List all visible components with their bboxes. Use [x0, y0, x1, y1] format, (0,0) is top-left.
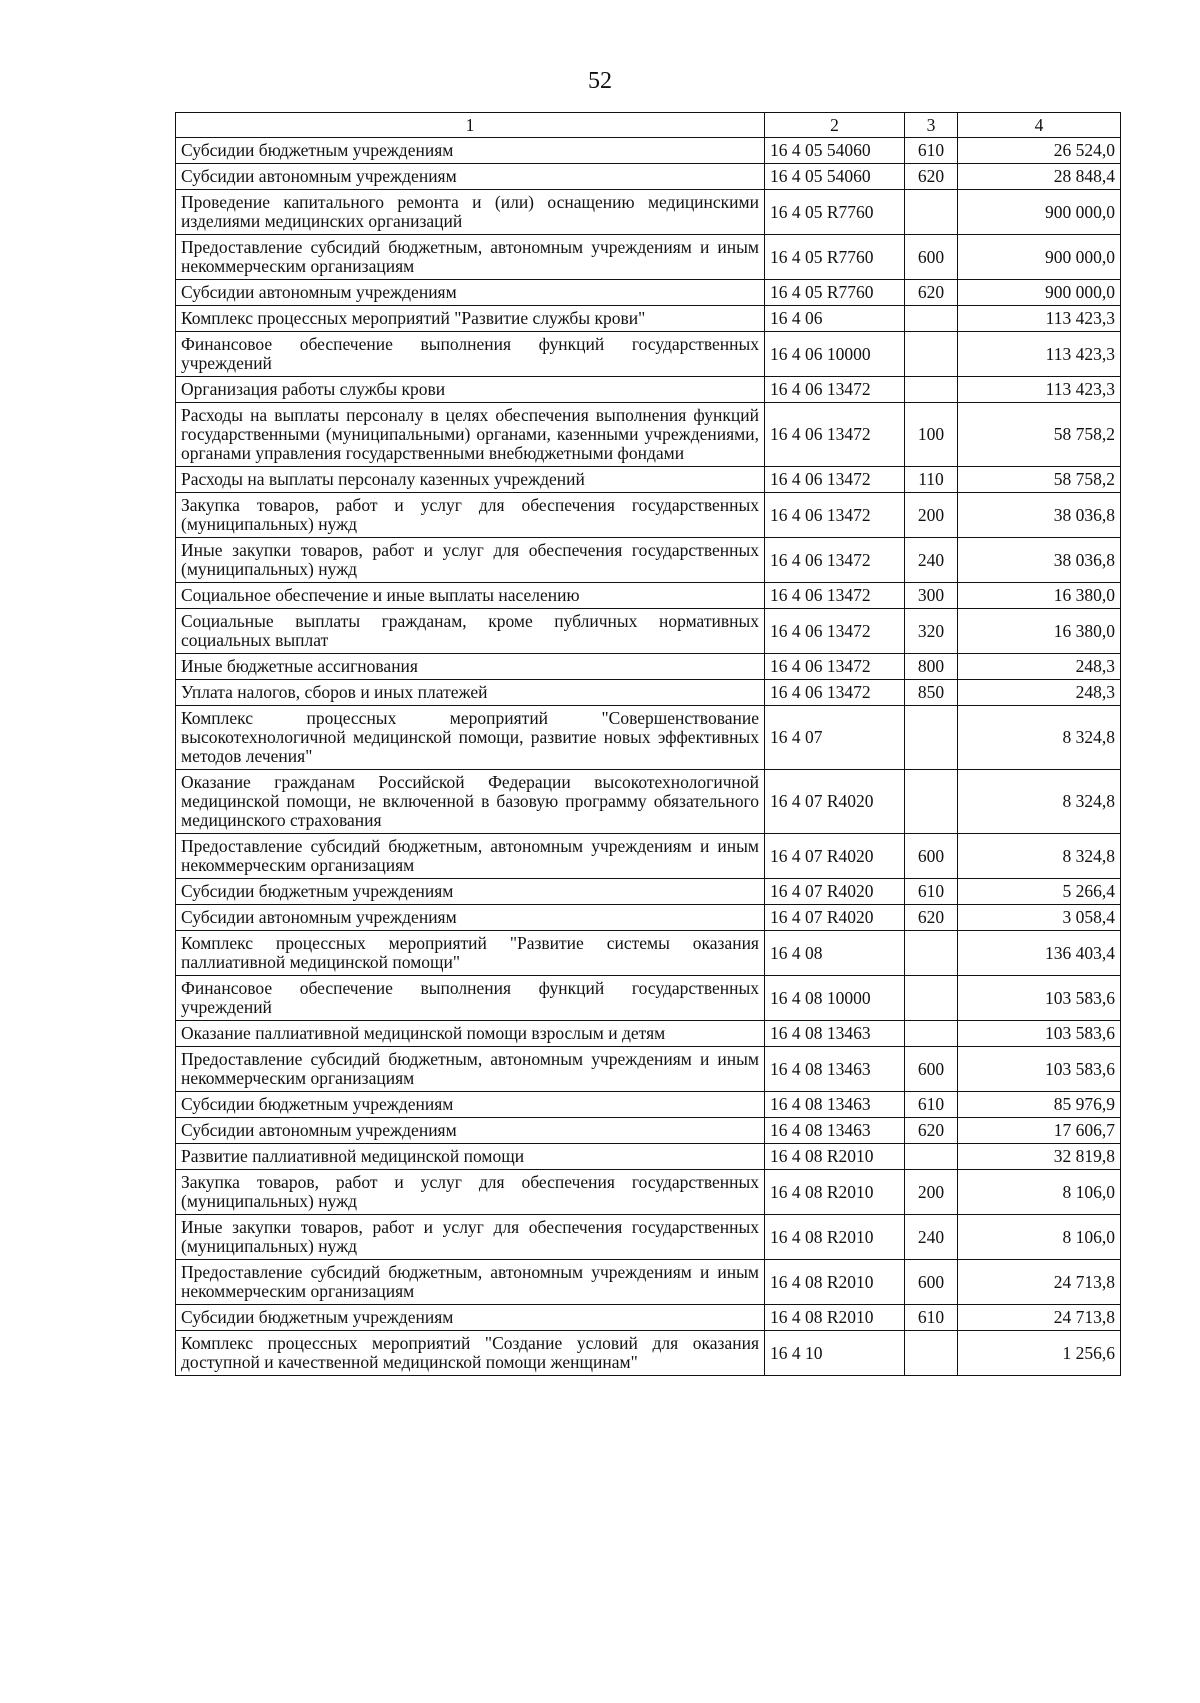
row-type-cell — [905, 931, 958, 976]
row-name-cell: Субсидии бюджетным учреждениям — [176, 879, 765, 905]
row-name-cell: Иные закупки товаров, работ и услуг для обеспечения государственных (муниципальных) нужд — [176, 538, 765, 583]
row-name-cell: Расходы на выплаты персоналу в целях обеспечения выполнения функций государственными (муниципальными) органами, казенными учреждениями, органами управления государственными внебюджетными фондами — [176, 403, 765, 467]
row-code-cell: 16 4 06 13472 — [765, 377, 905, 403]
table-row — [176, 235, 1121, 280]
row-name-cell: Субсидии автономным учреждениям — [176, 1118, 765, 1144]
row-amount-cell: 113 423,3 — [958, 332, 1121, 377]
row-name-cell: Предоставление субсидий бюджетным, автономным учреждениям и иным некоммерческим организациям — [176, 235, 765, 280]
table-row — [176, 931, 1121, 976]
table-row — [176, 493, 1121, 538]
table-row — [176, 879, 1121, 905]
row-name-cell: Иные бюджетные ассигнования — [176, 654, 765, 680]
row-type-cell — [905, 1021, 958, 1047]
table-row — [176, 770, 1121, 834]
row-type-cell — [905, 190, 958, 235]
row-code-cell: 16 4 06 13472 — [765, 583, 905, 609]
row-type-cell: 620 — [905, 164, 958, 190]
table-row — [176, 1170, 1121, 1215]
row-amount-cell: 28 848,4 — [958, 164, 1121, 190]
row-type-cell — [905, 770, 958, 834]
row-code-cell: 16 4 07 R4020 — [765, 770, 905, 834]
row-name-cell: Предоставление субсидий бюджетным, автономным учреждениям и иным некоммерческим организациям — [176, 1260, 765, 1305]
table-row — [176, 1305, 1121, 1331]
row-amount-cell: 8 324,8 — [958, 770, 1121, 834]
row-code-cell: 16 4 08 R2010 — [765, 1170, 905, 1215]
row-name-cell: Комплекс процессных мероприятий "Совершенствование высокотехнологичной медицинской помощи, развитие новых эффективных методов лечения" — [176, 706, 765, 770]
row-amount-cell: 248,3 — [958, 680, 1121, 706]
row-name-cell: Социальное обеспечение и иные выплаты населению — [176, 583, 765, 609]
table-body — [176, 138, 1121, 1376]
row-type-cell: 620 — [905, 905, 958, 931]
row-code-cell: 16 4 05 54060 — [765, 164, 905, 190]
row-name-cell: Комплекс процессных мероприятий "Создание условий для оказания доступной и качественной медицинской помощи женщинам" — [176, 1331, 765, 1376]
row-type-cell: 100 — [905, 403, 958, 467]
row-amount-cell: 32 819,8 — [958, 1144, 1121, 1170]
row-type-cell: 240 — [905, 1215, 958, 1260]
table-row — [176, 467, 1121, 493]
row-code-cell: 16 4 07 — [765, 706, 905, 770]
row-code-cell: 16 4 05 R7760 — [765, 235, 905, 280]
row-type-cell: 600 — [905, 1047, 958, 1092]
row-code-cell: 16 4 08 R2010 — [765, 1215, 905, 1260]
row-code-cell: 16 4 08 10000 — [765, 976, 905, 1021]
row-amount-cell: 24 713,8 — [958, 1305, 1121, 1331]
row-amount-cell: 103 583,6 — [958, 1047, 1121, 1092]
row-name-cell: Проведение капитального ремонта и (или) оснащению медицинскими изделиями медицинских организаций — [176, 190, 765, 235]
table-header-row — [176, 113, 1121, 138]
column-header-code: 2 — [765, 113, 905, 138]
row-code-cell: 16 4 06 10000 — [765, 332, 905, 377]
row-type-cell: 200 — [905, 1170, 958, 1215]
row-code-cell: 16 4 08 R2010 — [765, 1305, 905, 1331]
row-name-cell: Финансовое обеспечение выполнения функций государственных учреждений — [176, 976, 765, 1021]
row-type-cell: 610 — [905, 1092, 958, 1118]
row-type-cell: 600 — [905, 1260, 958, 1305]
row-name-cell: Иные закупки товаров, работ и услуг для обеспечения государственных (муниципальных) нужд — [176, 1215, 765, 1260]
column-header-name: 1 — [176, 113, 765, 138]
row-amount-cell: 113 423,3 — [958, 306, 1121, 332]
row-type-cell — [905, 976, 958, 1021]
row-type-cell — [905, 1144, 958, 1170]
table-row — [176, 377, 1121, 403]
row-amount-cell: 136 403,4 — [958, 931, 1121, 976]
row-name-cell: Комплекс процессных мероприятий "Развитие службы крови" — [176, 306, 765, 332]
row-type-cell — [905, 332, 958, 377]
row-code-cell: 16 4 08 13463 — [765, 1118, 905, 1144]
row-code-cell: 16 4 06 13472 — [765, 467, 905, 493]
table-row — [176, 138, 1121, 164]
table-row — [176, 976, 1121, 1021]
row-amount-cell: 5 266,4 — [958, 879, 1121, 905]
row-amount-cell: 8 324,8 — [958, 706, 1121, 770]
row-amount-cell: 17 606,7 — [958, 1118, 1121, 1144]
row-code-cell: 16 4 07 R4020 — [765, 879, 905, 905]
row-amount-cell: 8 324,8 — [958, 834, 1121, 879]
table-row — [176, 834, 1121, 879]
row-code-cell: 16 4 05 R7760 — [765, 190, 905, 235]
table-row — [176, 905, 1121, 931]
row-name-cell: Субсидии бюджетным учреждениям — [176, 138, 765, 164]
row-type-cell: 800 — [905, 654, 958, 680]
row-amount-cell: 248,3 — [958, 654, 1121, 680]
table-row — [176, 1331, 1121, 1376]
table-row — [176, 190, 1121, 235]
row-amount-cell: 58 758,2 — [958, 403, 1121, 467]
row-name-cell: Субсидии автономным учреждениям — [176, 905, 765, 931]
row-amount-cell: 8 106,0 — [958, 1215, 1121, 1260]
row-code-cell: 16 4 06 13472 — [765, 680, 905, 706]
row-type-cell: 850 — [905, 680, 958, 706]
row-code-cell: 16 4 06 13472 — [765, 403, 905, 467]
row-amount-cell: 1 256,6 — [958, 1331, 1121, 1376]
row-type-cell — [905, 377, 958, 403]
row-amount-cell: 900 000,0 — [958, 190, 1121, 235]
row-code-cell: 16 4 08 13463 — [765, 1047, 905, 1092]
table-row — [176, 1118, 1121, 1144]
row-name-cell: Финансовое обеспечение выполнения функций государственных учреждений — [176, 332, 765, 377]
row-amount-cell: 24 713,8 — [958, 1260, 1121, 1305]
row-amount-cell: 16 380,0 — [958, 583, 1121, 609]
row-code-cell: 16 4 08 R2010 — [765, 1260, 905, 1305]
row-type-cell: 610 — [905, 138, 958, 164]
row-type-cell: 320 — [905, 609, 958, 654]
table-row — [176, 654, 1121, 680]
row-type-cell: 200 — [905, 493, 958, 538]
row-type-cell: 600 — [905, 834, 958, 879]
row-type-cell: 610 — [905, 1305, 958, 1331]
row-amount-cell: 16 380,0 — [958, 609, 1121, 654]
row-code-cell: 16 4 08 13463 — [765, 1092, 905, 1118]
row-type-cell: 300 — [905, 583, 958, 609]
row-type-cell: 620 — [905, 1118, 958, 1144]
column-header-type: 3 — [905, 113, 958, 138]
budget-table — [175, 112, 1121, 1376]
row-name-cell: Развитие паллиативной медицинской помощи — [176, 1144, 765, 1170]
row-type-cell — [905, 706, 958, 770]
row-name-cell: Комплекс процессных мероприятий "Развитие системы оказания паллиативной медицинской помощи" — [176, 931, 765, 976]
row-type-cell: 610 — [905, 879, 958, 905]
row-type-cell: 620 — [905, 280, 958, 306]
row-code-cell: 16 4 10 — [765, 1331, 905, 1376]
row-code-cell: 16 4 08 13463 — [765, 1021, 905, 1047]
row-amount-cell: 26 524,0 — [958, 138, 1121, 164]
row-name-cell: Субсидии автономным учреждениям — [176, 280, 765, 306]
table-row — [176, 1092, 1121, 1118]
row-name-cell: Субсидии бюджетным учреждениям — [176, 1305, 765, 1331]
row-code-cell: 16 4 06 13472 — [765, 654, 905, 680]
table-row — [176, 280, 1121, 306]
row-code-cell: 16 4 06 13472 — [765, 609, 905, 654]
table-row — [176, 706, 1121, 770]
row-name-cell: Социальные выплаты гражданам, кроме публичных нормативных социальных выплат — [176, 609, 765, 654]
row-amount-cell: 103 583,6 — [958, 1021, 1121, 1047]
row-code-cell: 16 4 07 R4020 — [765, 834, 905, 879]
table-row — [176, 164, 1121, 190]
row-amount-cell: 113 423,3 — [958, 377, 1121, 403]
row-name-cell: Субсидии бюджетным учреждениям — [176, 1092, 765, 1118]
row-name-cell: Субсидии автономным учреждениям — [176, 164, 765, 190]
row-amount-cell: 8 106,0 — [958, 1170, 1121, 1215]
table-row — [176, 1144, 1121, 1170]
row-name-cell: Закупка товаров, работ и услуг для обеспечения государственных (муниципальных) нужд — [176, 1170, 765, 1215]
row-amount-cell: 900 000,0 — [958, 280, 1121, 306]
row-code-cell: 16 4 05 54060 — [765, 138, 905, 164]
row-amount-cell: 38 036,8 — [958, 538, 1121, 583]
table-row — [176, 332, 1121, 377]
row-name-cell: Организация работы службы крови — [176, 377, 765, 403]
row-amount-cell: 38 036,8 — [958, 493, 1121, 538]
row-name-cell: Оказание паллиативной медицинской помощи взрослым и детям — [176, 1021, 765, 1047]
table-row — [176, 1215, 1121, 1260]
column-header-amount: 4 — [958, 113, 1121, 138]
table-row — [176, 680, 1121, 706]
row-code-cell: 16 4 08 — [765, 931, 905, 976]
table-row — [176, 1260, 1121, 1305]
row-amount-cell: 85 976,9 — [958, 1092, 1121, 1118]
table-row — [176, 609, 1121, 654]
row-code-cell: 16 4 06 13472 — [765, 493, 905, 538]
row-code-cell: 16 4 08 R2010 — [765, 1144, 905, 1170]
table-row — [176, 403, 1121, 467]
row-code-cell: 16 4 07 R4020 — [765, 905, 905, 931]
row-amount-cell: 3 058,4 — [958, 905, 1121, 931]
row-code-cell: 16 4 05 R7760 — [765, 280, 905, 306]
row-type-cell: 240 — [905, 538, 958, 583]
page-number: 52 — [588, 68, 612, 94]
table-row — [176, 538, 1121, 583]
table-row — [176, 1021, 1121, 1047]
row-name-cell: Предоставление субсидий бюджетным, автономным учреждениям и иным некоммерческим организациям — [176, 1047, 765, 1092]
row-type-cell: 600 — [905, 235, 958, 280]
row-name-cell: Оказание гражданам Российской Федерации высокотехнологичной медицинской помощи, не включенной в базовую программу обязательного медицинского страхования — [176, 770, 765, 834]
row-name-cell: Расходы на выплаты персоналу казенных учреждений — [176, 467, 765, 493]
row-code-cell: 16 4 06 — [765, 306, 905, 332]
row-name-cell: Уплата налогов, сборов и иных платежей — [176, 680, 765, 706]
table-row — [176, 1047, 1121, 1092]
table-row — [176, 306, 1121, 332]
row-type-cell — [905, 306, 958, 332]
row-name-cell: Закупка товаров, работ и услуг для обеспечения государственных (муниципальных) нужд — [176, 493, 765, 538]
table-row — [176, 583, 1121, 609]
row-type-cell — [905, 1331, 958, 1376]
row-type-cell: 110 — [905, 467, 958, 493]
row-name-cell: Предоставление субсидий бюджетным, автономным учреждениям и иным некоммерческим организациям — [176, 834, 765, 879]
row-code-cell: 16 4 06 13472 — [765, 538, 905, 583]
row-amount-cell: 103 583,6 — [958, 976, 1121, 1021]
row-amount-cell: 900 000,0 — [958, 235, 1121, 280]
row-amount-cell: 58 758,2 — [958, 467, 1121, 493]
